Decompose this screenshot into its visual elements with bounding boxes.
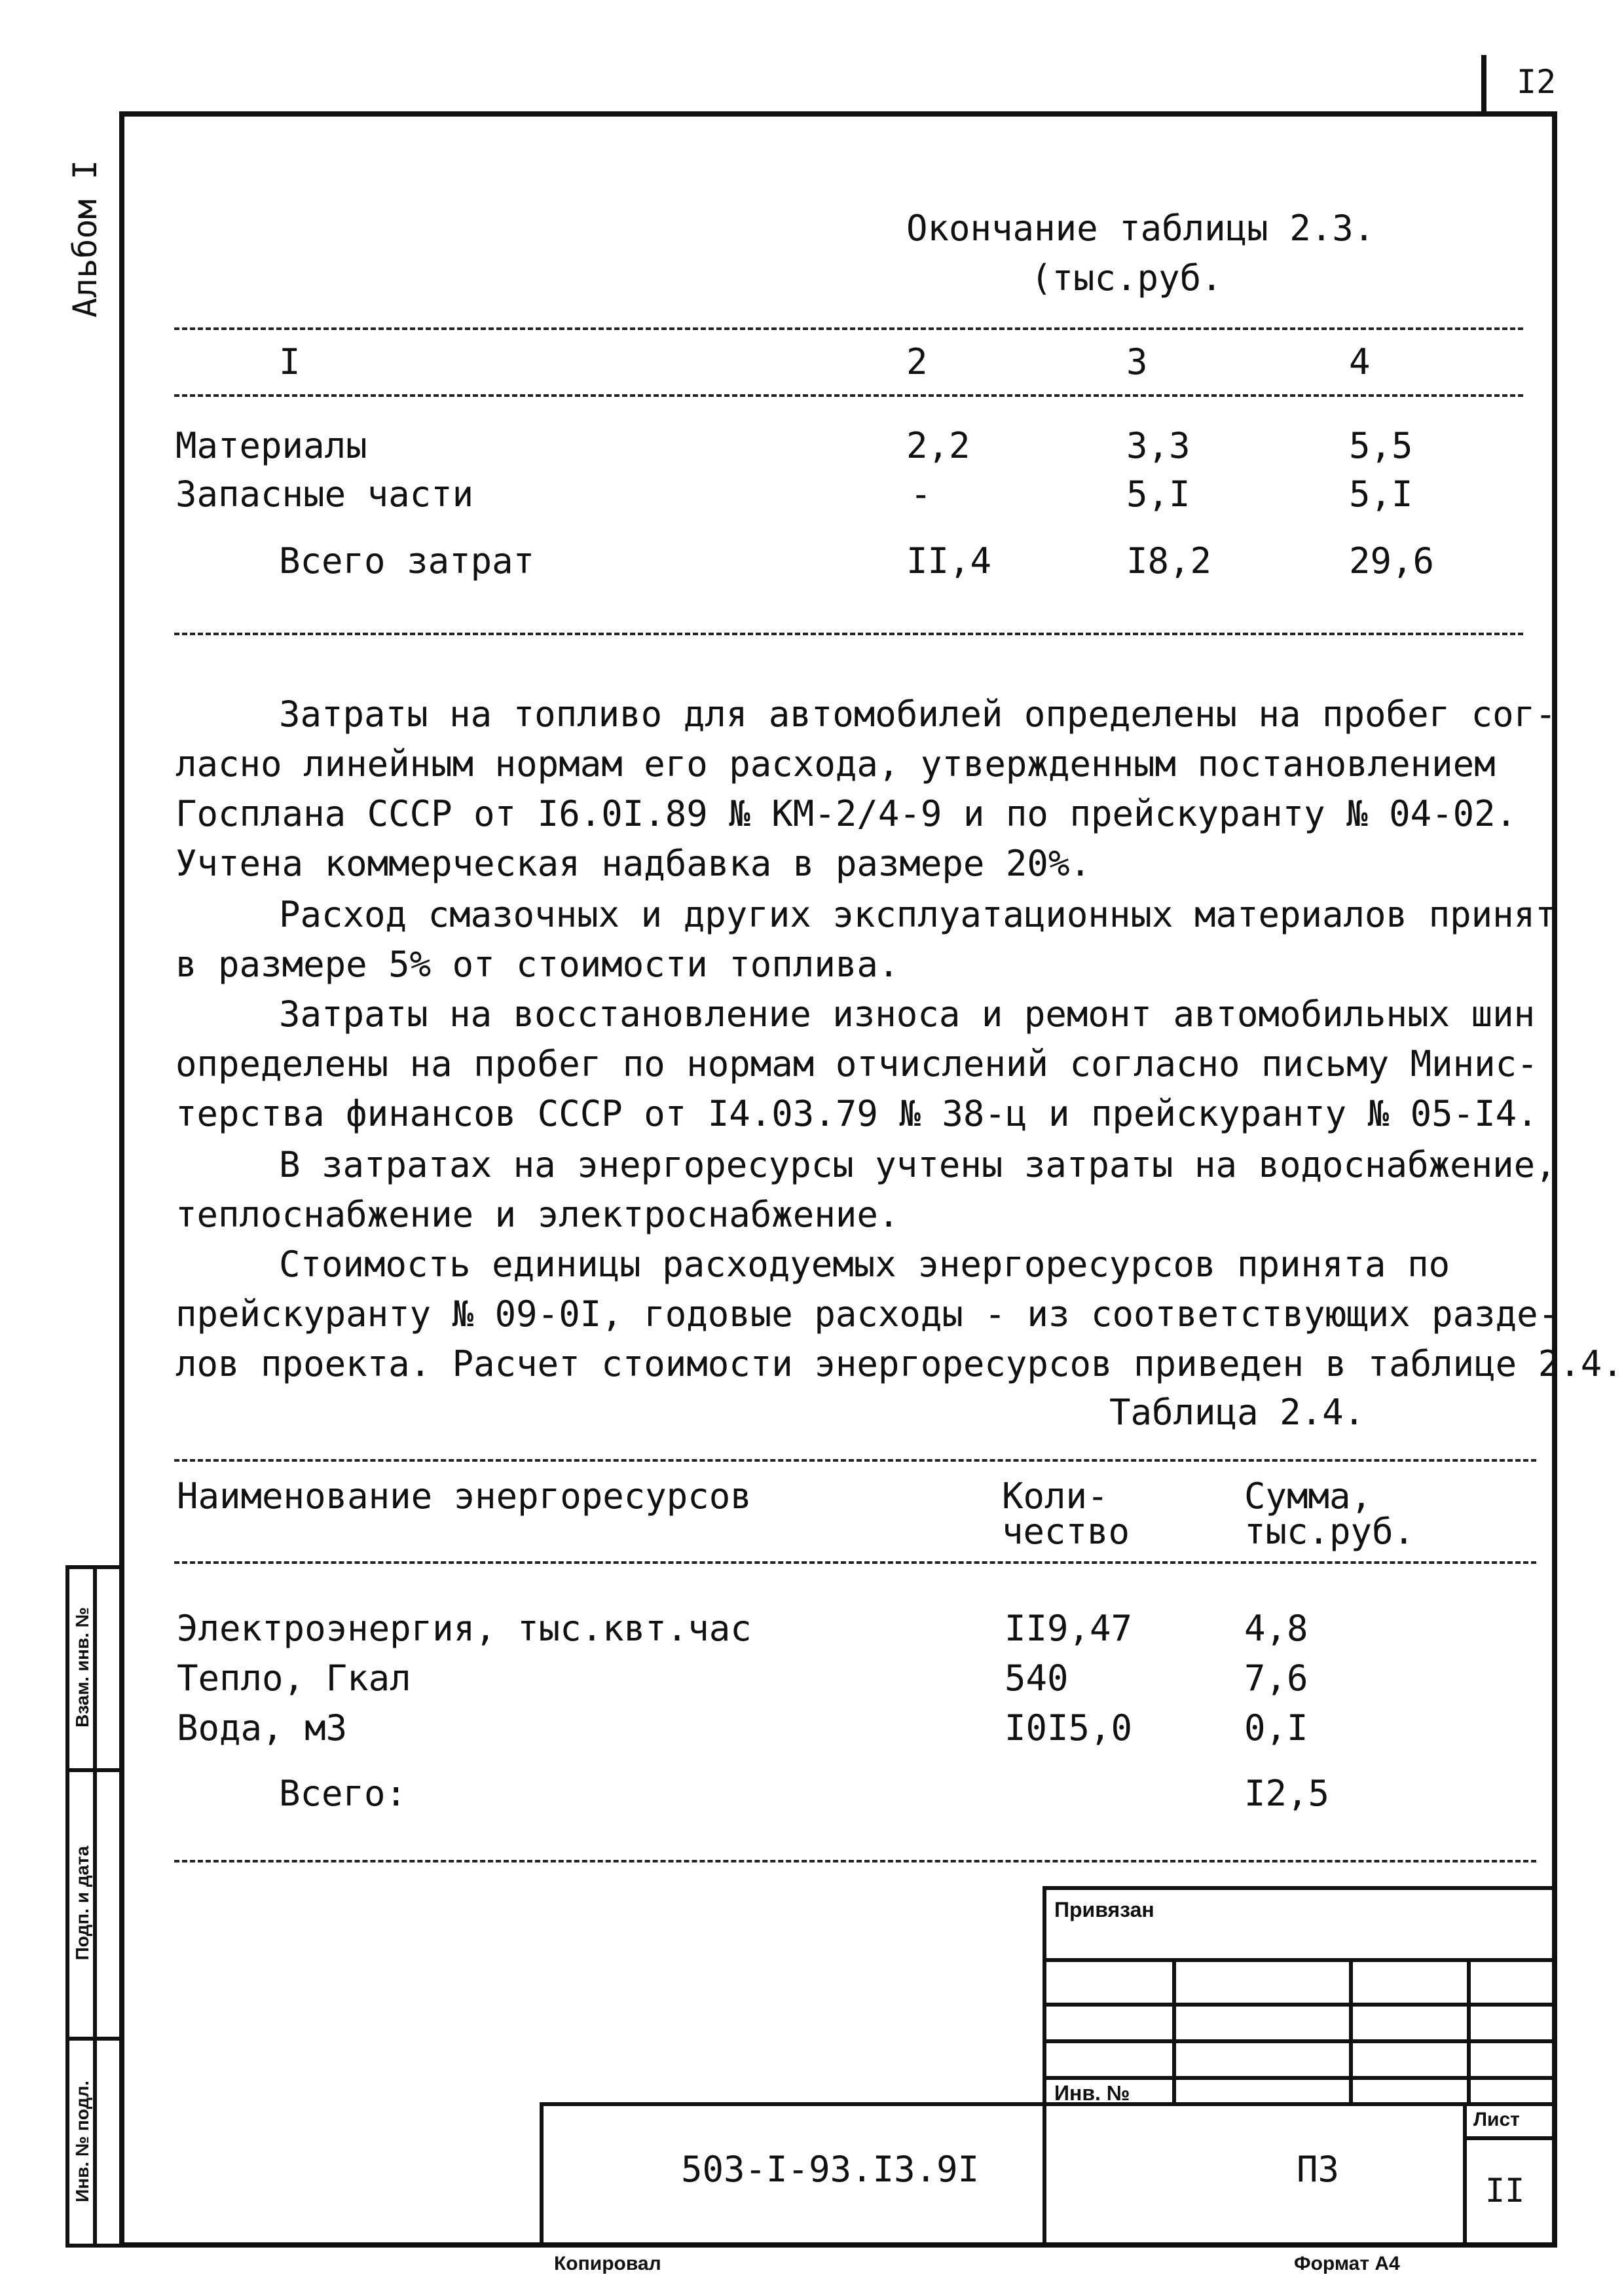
- table24-row1-name: Электроэнергия, тыс.квт.час: [177, 1608, 752, 1649]
- table24-header-name: Наименование энергоресурсов: [177, 1475, 752, 1517]
- text-line-13: прейскуранту № 09-0I, годовые расходы - из соответствующих разде-: [175, 1293, 1560, 1335]
- table23-caption-line1: Окончание таблицы 2.3.: [906, 208, 1375, 249]
- table24-row1-sum: 4,8: [1244, 1608, 1308, 1649]
- stamp-sheet-label-line: [1463, 2136, 1557, 2140]
- table24-total-label: Всего:: [279, 1773, 407, 1814]
- side-inv-podl: Инв. № подл.: [72, 2081, 92, 2202]
- table24-top-rule: [174, 1459, 1536, 1462]
- table24-bottom-rule: [174, 1860, 1536, 1862]
- table24-header-qty-2: чество: [1002, 1511, 1130, 1552]
- table24-header-sum-2: тыс.руб.: [1244, 1511, 1415, 1552]
- stamp-vline-1: [1172, 1958, 1176, 2102]
- table24-header-qty-1: Коли-: [1002, 1475, 1109, 1517]
- table24-row2-name: Тепло, Гкал: [177, 1658, 411, 1699]
- table23-header-3: 3: [1126, 341, 1148, 382]
- table24-total-sum: I2,5: [1244, 1773, 1330, 1814]
- side-stamp-divider: [93, 1565, 97, 2248]
- stamp-vline-2: [1349, 1958, 1353, 2102]
- doc-type: ПЗ: [1297, 2149, 1340, 2190]
- table24-caption: Таблица 2.4.: [1109, 1392, 1365, 1433]
- table23-top-rule: [174, 327, 1523, 330]
- table23-header-1: I: [279, 341, 301, 382]
- table23-header-2: 2: [906, 341, 928, 382]
- table23-row1-c2: 2,2: [906, 425, 970, 466]
- table23-total-c2: II,4: [906, 540, 992, 582]
- table24-row2-sum: 7,6: [1244, 1658, 1308, 1699]
- sheet-number-box: [1481, 55, 1486, 111]
- stamp-sheet-divider: [1463, 2102, 1467, 2248]
- stamp-line-4: [1043, 2076, 1557, 2080]
- table24-row3-name: Вода, м3: [177, 1707, 348, 1749]
- stamp-block: [1043, 1886, 1557, 2248]
- doc-code: 503-I-93.I3.9I: [681, 2149, 980, 2190]
- text-line-14: лов проекта. Расчет стоимости энергоресурсов приведен в таблице 2.4.: [175, 1343, 1623, 1384]
- table23-row1-c4: 5,5: [1349, 425, 1413, 466]
- text-line-10: В затратах на энергоресурсы учтены затраты на водоснабжение,: [279, 1144, 1557, 1185]
- table23-row2-name: Запасные части: [175, 473, 474, 515]
- side-stamp-line-2: [65, 2037, 124, 2041]
- table24-row2-qty: 540: [1005, 1658, 1069, 1699]
- text-line-4: Учтена коммерческая надбавка в размере 20%.: [175, 843, 1091, 884]
- table23-total-name: Всего затрат: [279, 540, 535, 582]
- table23-row2-c2: -: [910, 473, 932, 515]
- table23-bottom-rule: [174, 633, 1523, 635]
- table23-row1-name: Материалы: [175, 425, 367, 466]
- text-line-12: Стоимость единицы расходуемых энергоресурсов принята по: [279, 1244, 1450, 1285]
- stamp-main-top: [540, 2102, 1557, 2106]
- stamp-line-3: [1043, 2039, 1557, 2043]
- text-line-7: Затраты на восстановление износа и ремонт автомобильных шин: [279, 993, 1536, 1035]
- stamp-main-left: [540, 2102, 544, 2248]
- table23-header-4: 4: [1349, 341, 1371, 382]
- table24-row1-qty: II9,47: [1005, 1608, 1133, 1649]
- table24-header-sum-1: Сумма,: [1244, 1475, 1373, 1517]
- stamp-line-2: [1043, 2003, 1557, 2007]
- side-stamp-line-1: [65, 1768, 124, 1772]
- table24-row3-qty: I0I5,0: [1005, 1707, 1133, 1749]
- format-label: Формат А4: [1294, 2253, 1400, 2274]
- sheet-number-top: I2: [1517, 63, 1557, 101]
- text-line-8: определены на пробег по нормам отчислений согласно письму Минис-: [175, 1043, 1538, 1084]
- sheet-label: Лист: [1473, 2109, 1520, 2130]
- text-line-11: теплоснабжение и электроснабжение.: [175, 1194, 900, 1235]
- text-line-9: терства финансов СССР от I4.03.79 № 38-ц и прейскуранту № 05-I4.: [175, 1093, 1538, 1134]
- side-podp-data: Подп. и дата: [72, 1845, 92, 1961]
- text-line-5: Расход смазочных и других эксплуатационных материалов принят: [279, 894, 1557, 935]
- stamp-vline-3: [1467, 1958, 1471, 2102]
- side-vzam-inv: Взам. инв. №: [72, 1607, 92, 1728]
- stamp-line-1: [1043, 1958, 1557, 1962]
- text-line-1: Затраты на топливо для автомобилей определены на пробег сог-: [279, 694, 1557, 735]
- stamp-privyazan: Привязан: [1054, 1898, 1154, 1921]
- table23-row2-c4: 5,I: [1349, 473, 1413, 515]
- table23-row2-c3: 5,I: [1126, 473, 1190, 515]
- text-line-2: ласно линейным нормам его расхода, утвержденным постановлением: [175, 743, 1496, 785]
- copied-by: Копировал: [554, 2253, 661, 2274]
- text-line-3: Госплана СССР от I6.0I.89 № КМ-2/4-9 и по прейскуранту № 04-02.: [175, 793, 1517, 834]
- table24-header-rule: [174, 1561, 1536, 1564]
- sheet-value: II: [1485, 2172, 1525, 2210]
- table23-row1-c3: 3,3: [1126, 425, 1190, 466]
- table24-row3-sum: 0,I: [1244, 1707, 1308, 1749]
- text-line-6: в размере 5% от стоимости топлива.: [175, 944, 900, 985]
- table23-caption-line2: (тыс.руб.: [1031, 257, 1223, 299]
- album-label: Альбом I: [66, 160, 104, 318]
- stamp-inv-no: Инв. №: [1054, 2081, 1130, 2105]
- table23-header-rule: [174, 394, 1523, 397]
- table23-total-c3: I8,2: [1126, 540, 1212, 582]
- table23-total-c4: 29,6: [1349, 540, 1435, 582]
